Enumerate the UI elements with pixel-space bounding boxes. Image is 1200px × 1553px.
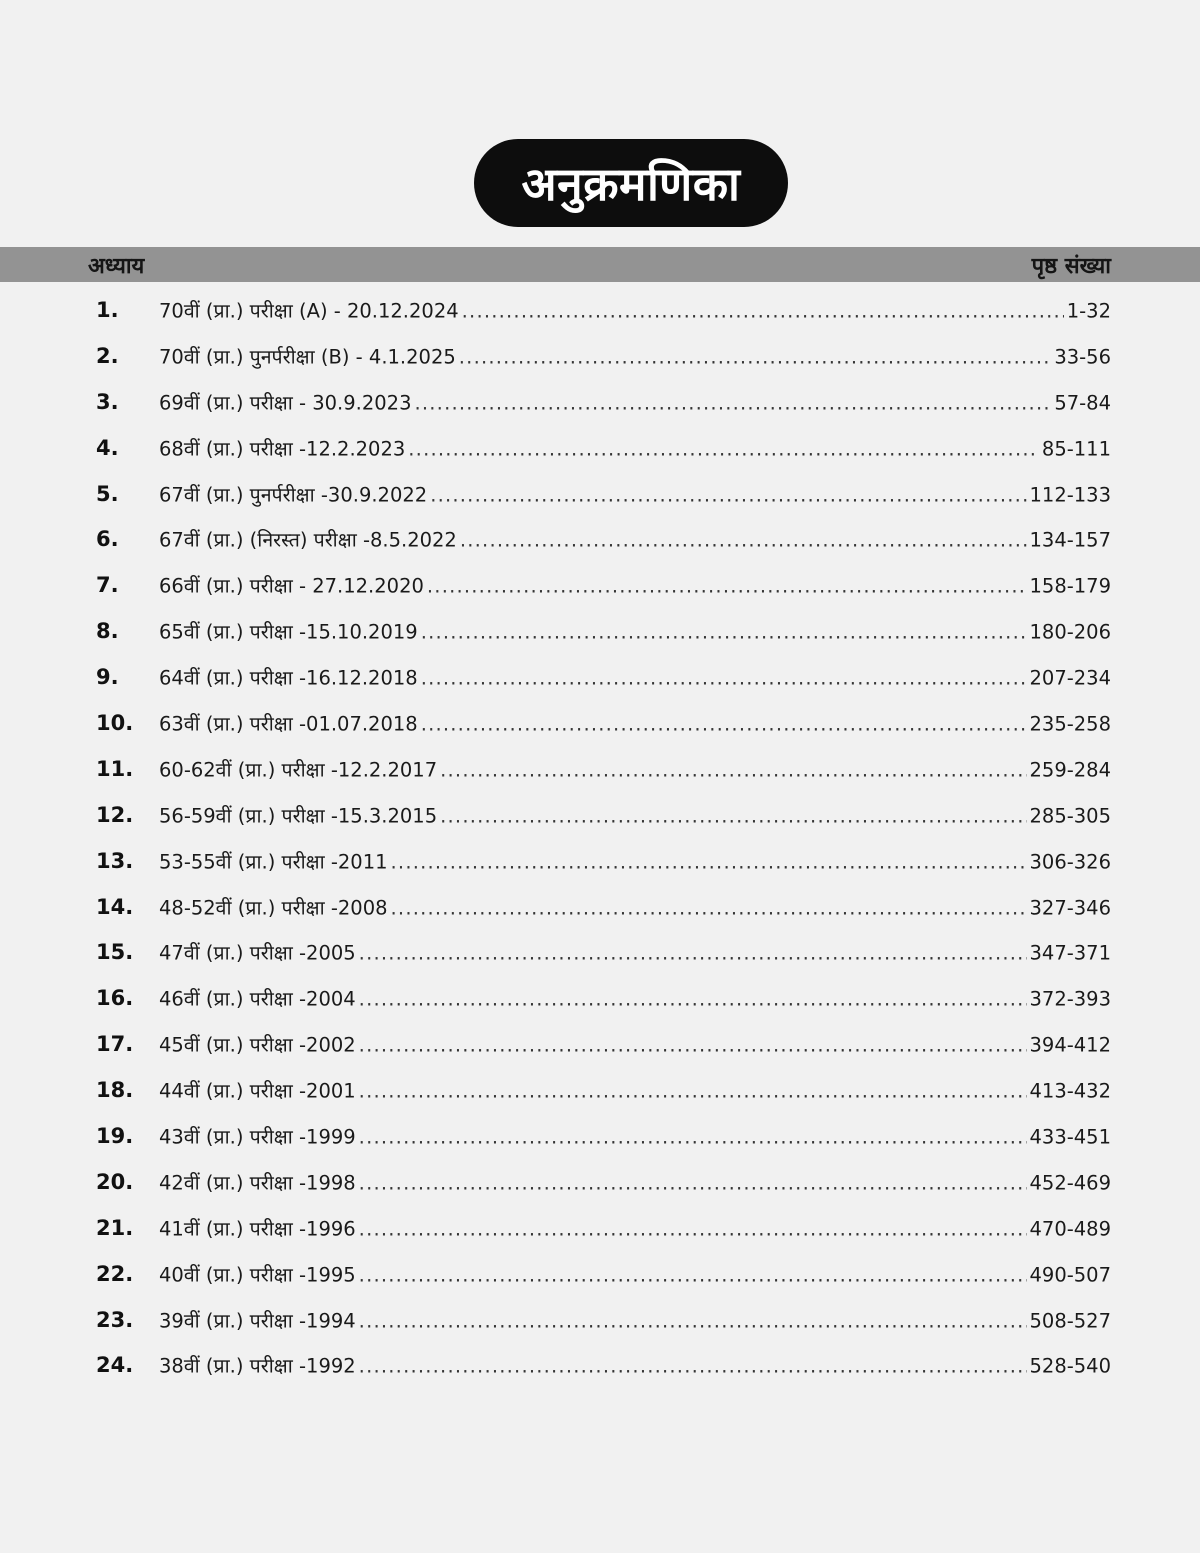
toc-entry-number: 21. [96, 1215, 134, 1240]
toc-entry-line [159, 342, 1111, 369]
toc-entry-line [159, 893, 1111, 920]
dot-leader [440, 804, 1026, 827]
toc-entry-line [159, 1168, 1111, 1195]
toc-entry-pages: 528-540 [1029, 1354, 1111, 1378]
toc-entry [0, 1113, 1200, 1159]
toc-entry-pages: 372-393 [1029, 987, 1111, 1011]
toc-entry [0, 1021, 1200, 1067]
toc-entry [0, 333, 1200, 379]
toc-entry-pages: 1-32 [1066, 299, 1111, 323]
toc-entry-line [159, 755, 1111, 782]
toc-entry [0, 792, 1200, 838]
dot-leader [359, 1171, 1027, 1194]
toc-entry-number: 13. [96, 848, 134, 873]
toc-entry-number: 9. [96, 665, 119, 690]
toc-entry-pages: 470-489 [1029, 1217, 1111, 1241]
toc-entry-title: 53-55वीं (प्रा.) परीक्षा -2011 [159, 850, 388, 874]
toc-entry-pages: 235-258 [1029, 712, 1111, 736]
page-title-badge [474, 139, 788, 227]
toc-entry-title: 65वीं (प्रा.) परीक्षा -15.10.2019 [159, 620, 418, 644]
toc-entry-title: 56-59वीं (प्रा.) परीक्षा -15.3.2015 [159, 804, 438, 828]
toc-entry-title: 66वीं (प्रा.) परीक्षा - 27.12.2020 [159, 574, 424, 598]
dot-leader [359, 1080, 1027, 1103]
toc-entry-pages: 508-527 [1029, 1309, 1111, 1333]
dot-leader [359, 1263, 1027, 1286]
toc-entry-title: 69वीं (प्रा.) परीक्षा - 30.9.2023 [159, 391, 412, 415]
toc-entry-pages: 413-432 [1029, 1079, 1111, 1103]
toc-entry-number: 3. [96, 389, 119, 414]
toc-entry-number: 22. [96, 1261, 134, 1286]
toc-entry-title: 46वीं (प्रा.) परीक्षा -2004 [159, 987, 356, 1011]
toc-entry-pages: 112-133 [1029, 483, 1111, 506]
toc-entry-number: 18. [96, 1078, 134, 1103]
dot-leader [359, 1309, 1027, 1332]
toc-entry [0, 1342, 1200, 1388]
toc-entry-pages: 57-84 [1054, 391, 1111, 415]
dot-leader [421, 621, 1027, 644]
toc-entry-line [159, 709, 1111, 736]
dot-leader [359, 1217, 1027, 1240]
toc-entry [0, 884, 1200, 930]
toc-entry-number: 1. [96, 297, 119, 322]
toc-entry-number: 4. [96, 435, 119, 460]
toc-entry-title: 48-52वीं (प्रा.) परीक्षा -2008 [159, 896, 388, 920]
toc-entry-line [159, 801, 1111, 828]
toc-entry [0, 608, 1200, 654]
toc-entry-line [159, 1214, 1111, 1241]
toc-entry-number: 10. [96, 710, 134, 735]
toc-entry-line [159, 1077, 1111, 1104]
toc-entry-line [159, 939, 1111, 966]
toc-entry-pages: 207-234 [1029, 666, 1111, 690]
table-of-contents [0, 287, 1200, 1388]
toc-entry [0, 746, 1200, 792]
toc-entry-number: 8. [96, 619, 119, 644]
toc-entry-pages: 306-326 [1029, 850, 1111, 874]
toc-entry-pages: 158-179 [1029, 574, 1111, 598]
toc-entry [0, 700, 1200, 746]
chapter-column-header: अध्याय [88, 254, 145, 279]
toc-entry-line [159, 847, 1111, 874]
toc-entry-pages: 259-284 [1029, 758, 1111, 782]
toc-entry [0, 425, 1200, 471]
dot-leader [421, 667, 1027, 690]
dot-leader [359, 1355, 1027, 1378]
toc-entry-number: 2. [96, 343, 119, 368]
dot-leader [359, 1034, 1027, 1057]
dot-leader [440, 758, 1026, 781]
toc-entry-number: 5. [96, 481, 119, 506]
page-title: अनुक्रमणिका [521, 157, 741, 211]
toc-entry [0, 1251, 1200, 1297]
toc-entry-title: 38वीं (प्रा.) परीक्षा -1992 [159, 1354, 356, 1378]
toc-entry-pages: 347-371 [1029, 941, 1111, 965]
toc-entry-title: 44वीं (प्रा.) परीक्षा -2001 [159, 1079, 356, 1103]
toc-entry-pages: 452-469 [1029, 1171, 1111, 1195]
dot-leader [462, 299, 1064, 322]
toc-entry-number: 19. [96, 1123, 134, 1148]
dot-leader [359, 988, 1027, 1011]
toc-entry-line [159, 618, 1111, 645]
toc-entry-title: 63वीं (प्रा.) परीक्षा -01.07.2018 [159, 712, 418, 736]
toc-entry-title: 70वीं (प्रा.) परीक्षा (A) - 20.12.2024 [159, 299, 459, 323]
toc-entry [0, 516, 1200, 562]
toc-entry-number: 23. [96, 1307, 134, 1332]
toc-entry-number: 7. [96, 573, 119, 598]
dot-leader [427, 575, 1027, 598]
toc-entry [0, 1205, 1200, 1251]
toc-entry-pages: 85-111 [1041, 437, 1111, 461]
toc-entry-line [159, 388, 1111, 415]
toc-entry-title: 40वीं (प्रा.) परीक्षा -1995 [159, 1263, 356, 1287]
toc-entry-pages: 180-206 [1029, 620, 1111, 644]
toc-entry-pages: 394-412 [1029, 1033, 1111, 1057]
toc-entry-title: 64वीं (प्रा.) परीक्षा -16.12.2018 [159, 666, 418, 690]
toc-entry-line [159, 985, 1111, 1012]
toc-entry-pages: 490-507 [1029, 1263, 1111, 1287]
toc-entry-number: 14. [96, 894, 134, 919]
toc-entry [0, 379, 1200, 425]
dot-leader [430, 483, 1026, 506]
toc-entry-number: 11. [96, 756, 134, 781]
toc-entry [0, 929, 1200, 975]
dot-leader [359, 942, 1027, 965]
toc-entry-pages: 134-157 [1029, 528, 1111, 552]
toc-entry-pages: 285-305 [1029, 804, 1111, 828]
toc-entry-title: 43वीं (प्रा.) परीक्षा -1999 [159, 1125, 356, 1149]
toc-entry-number: 20. [96, 1169, 134, 1194]
dot-leader [421, 712, 1027, 735]
toc-entry [0, 975, 1200, 1021]
toc-entry [0, 562, 1200, 608]
toc-entry-line [159, 1031, 1111, 1058]
toc-entry-number: 12. [96, 802, 134, 827]
toc-entry-pages: 33-56 [1054, 345, 1111, 369]
toc-entry [0, 287, 1200, 333]
toc-entry-number: 6. [96, 527, 119, 552]
toc-entry-title: 42वीं (प्रा.) परीक्षा -1998 [159, 1171, 356, 1195]
toc-entry-title: 67वीं (प्रा.) पुनर्परीक्षा -30.9.2022 [159, 483, 428, 506]
toc-entry [0, 471, 1200, 517]
toc-entry [0, 1067, 1200, 1113]
dot-leader [414, 391, 1051, 414]
toc-entry-title: 47वीं (प्रा.) परीक्षा -2005 [159, 941, 356, 965]
toc-entry-line [159, 526, 1111, 553]
toc-entry-line [159, 572, 1111, 599]
toc-entry-number: 16. [96, 986, 134, 1011]
toc-entry [0, 838, 1200, 884]
toc-entry [0, 654, 1200, 700]
toc-entry-title: 70वीं (प्रा.) पुनर्परीक्षा (B) - 4.1.2025 [159, 345, 456, 369]
toc-entry-line [159, 480, 1111, 507]
toc-entry [0, 1159, 1200, 1205]
toc-entry-title: 68वीं (प्रा.) परीक्षा -12.2.2023 [159, 437, 406, 461]
toc-entry-line [159, 1352, 1111, 1379]
toc-entry-line [159, 434, 1111, 461]
toc-entry-title: 67वीं (प्रा.) (निरस्त) परीक्षा -8.5.2022 [159, 528, 457, 552]
page-number-column-header: पृष्ठ संख्या [1031, 254, 1111, 279]
toc-entry-title: 60-62वीं (प्रा.) परीक्षा -12.2.2017 [159, 758, 438, 782]
toc-entry-title: 45वीं (प्रा.) परीक्षा -2002 [159, 1033, 356, 1057]
dot-leader [391, 850, 1027, 873]
dot-leader [459, 345, 1052, 368]
toc-entry-line [159, 1306, 1111, 1333]
toc-entry-pages: 327-346 [1029, 896, 1111, 920]
toc-entry-title: 41वीं (प्रा.) परीक्षा -1996 [159, 1217, 356, 1241]
dot-leader [359, 1125, 1027, 1148]
dot-leader [408, 437, 1039, 460]
toc-entry-title: 39वीं (प्रा.) परीक्षा -1994 [159, 1309, 356, 1333]
toc-entry-line [159, 296, 1111, 323]
toc-entry [0, 1297, 1200, 1343]
table-header-bar [0, 247, 1200, 282]
toc-entry-pages: 433-451 [1029, 1125, 1111, 1149]
toc-entry-line [159, 1122, 1111, 1149]
dot-leader [460, 529, 1027, 552]
toc-entry-number: 24. [96, 1353, 134, 1378]
toc-entry-line [159, 664, 1111, 691]
toc-entry-number: 17. [96, 1032, 134, 1057]
toc-entry-number: 15. [96, 940, 134, 965]
toc-entry-line [159, 1260, 1111, 1287]
dot-leader [391, 896, 1027, 919]
